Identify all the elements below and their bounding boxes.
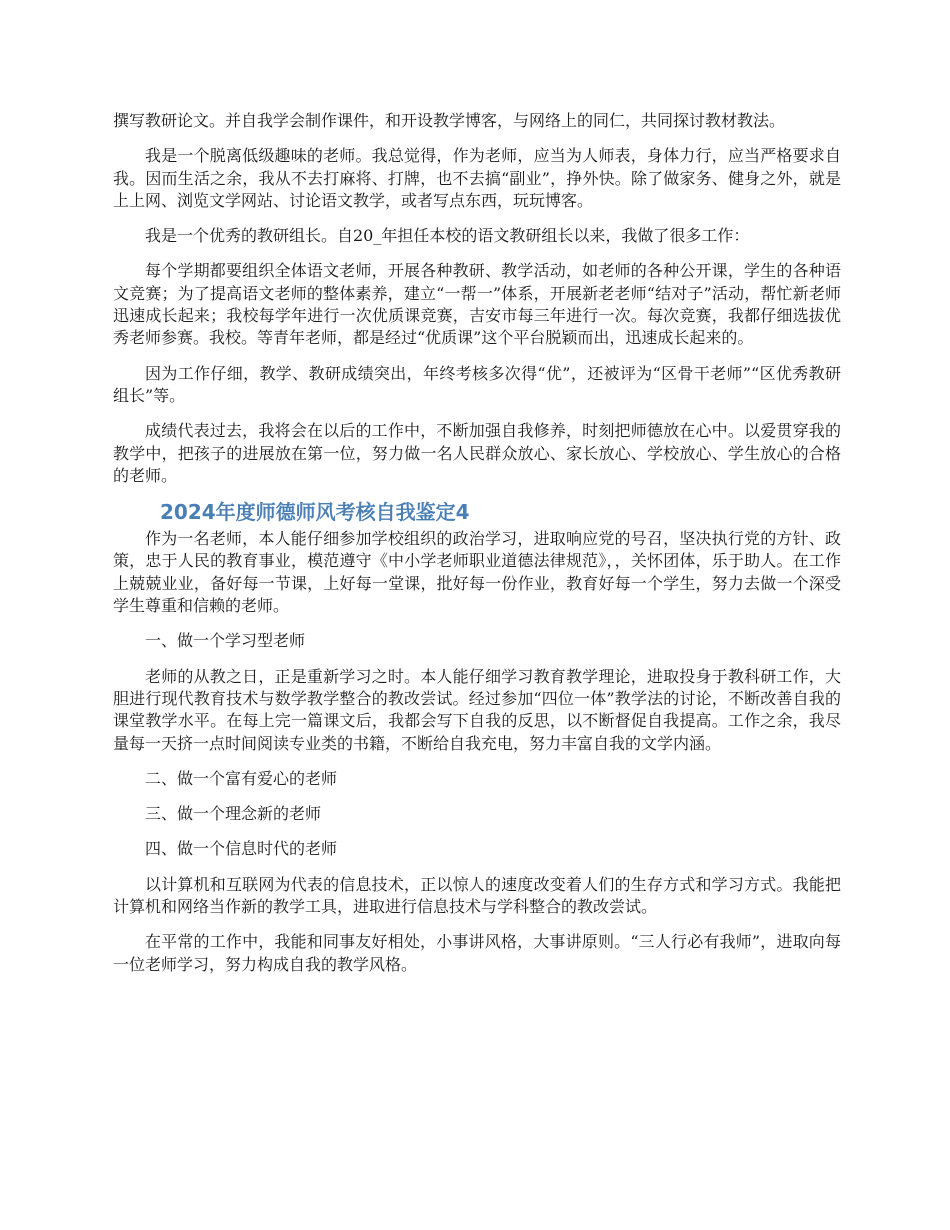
list-heading: 一、做一个学习型老师 <box>145 631 306 651</box>
paragraph: 我是一个脱离低级趣味的老师。我总觉得，作为老师，应当为人师表，身体力行，应当严格要求自我。因而生活之余，我从不去打麻将、打牌，也不去搞“副业”，挣外快。除了做家务、健身之外，就是上上网、浏览文学网站、讨论语文教学，或者写点东西，玩玩博客。 <box>113 146 841 210</box>
paragraph: 因为工作仔细，教学、教研成绩突出，年终考核多次得“优”，还被评为“区骨干老师”“区优秀教研组长”等。 <box>113 363 841 405</box>
paragraph: 在平常的工作中，我能和同事友好相处，小事讲风格，大事讲原则。“三人行必有我师”，进取向每一位老师学习，努力构成自我的教学风格。 <box>113 932 841 974</box>
paragraph: 成绩代表过去，我将会在以后的工作中，不断加强自我修养，时刻把师德放在心中。以爱贯穿我的教学中，把孩子的进展放在第一位，努力做一名人民群众放心、家长放心、学校放心、学生放心的合格的老师。 <box>113 421 841 485</box>
list-heading: 三、做一个理念新的老师 <box>145 804 322 824</box>
paragraph: 以计算机和互联网为代表的信息技术，正以惊人的速度改变着人们的生存方式和学习方式。我能把计算机和网络当作新的教学工具，进取进行信息技术与学科整合的教改尝试。 <box>113 874 841 917</box>
paragraph: 老师的从教之日，正是重新学习之时。本人能仔细学习教育教学理论，进取投身于教科研工作，大胆进行现代教育技术与数学教学整合的教改尝试。经过参加“四位一体”教学法的讨论，不断改善自我的课堂教学水平。在每上完一篇课文后，我都会写下自我的反思，以不断督促自我提高。工作之余，我尽量每一天挤一点时间阅读专业类的书籍，不断给自我充电，努力丰富自我的文学内涵。 <box>113 666 841 753</box>
paragraph: 每个学期都要组织全体语文老师，开展各种教研、教学活动，如老师的各种公开课，学生的各种语文竞赛；为了提高语文老师的整体素养，建立“一帮一”体系，开展新老老师“结对子”活动，帮忙新老师迅速成长起来；我校每学年进行一次优质课竞赛，吉安市每三年进行一次。每次竞赛，我都仔细选拔优秀老师参赛。我校。等青年老师，都是经过“优质课”这个平台脱颖而出，迅速成长起来的。 <box>113 261 841 348</box>
paragraph: 我是一个优秀的教研组长。自20_年担任本校的语文教研组长以来，我做了很多工作： <box>145 226 750 246</box>
document-page <box>113 110 841 989</box>
list-heading: 四、做一个信息时代的老师 <box>145 839 338 859</box>
list-heading: 二、做一个富有爱心的老师 <box>145 768 338 788</box>
paragraph: 撰写教研论文。并自我学会制作课件，和开设教学博客，与网络上的同仁，共同探讨教材教法。 <box>113 111 786 130</box>
section-heading: 2024年度师德师风考核自我鉴定4 <box>160 500 470 525</box>
paragraph: 作为一名老师，本人能仔细参加学校组织的政治学习，进取响应党的号召，坚决执行党的方针、政策，忠于人民的教育事业，模范遵守《中小学老师职业道德法律规范》，，关怀团体，乐于助人。在工作上兢兢业业，备好每一节课，上好每一堂课，批好每一份作业，教育好每一个学生，努力去做一个深受学生尊重和信赖的老师。 <box>113 529 841 616</box>
